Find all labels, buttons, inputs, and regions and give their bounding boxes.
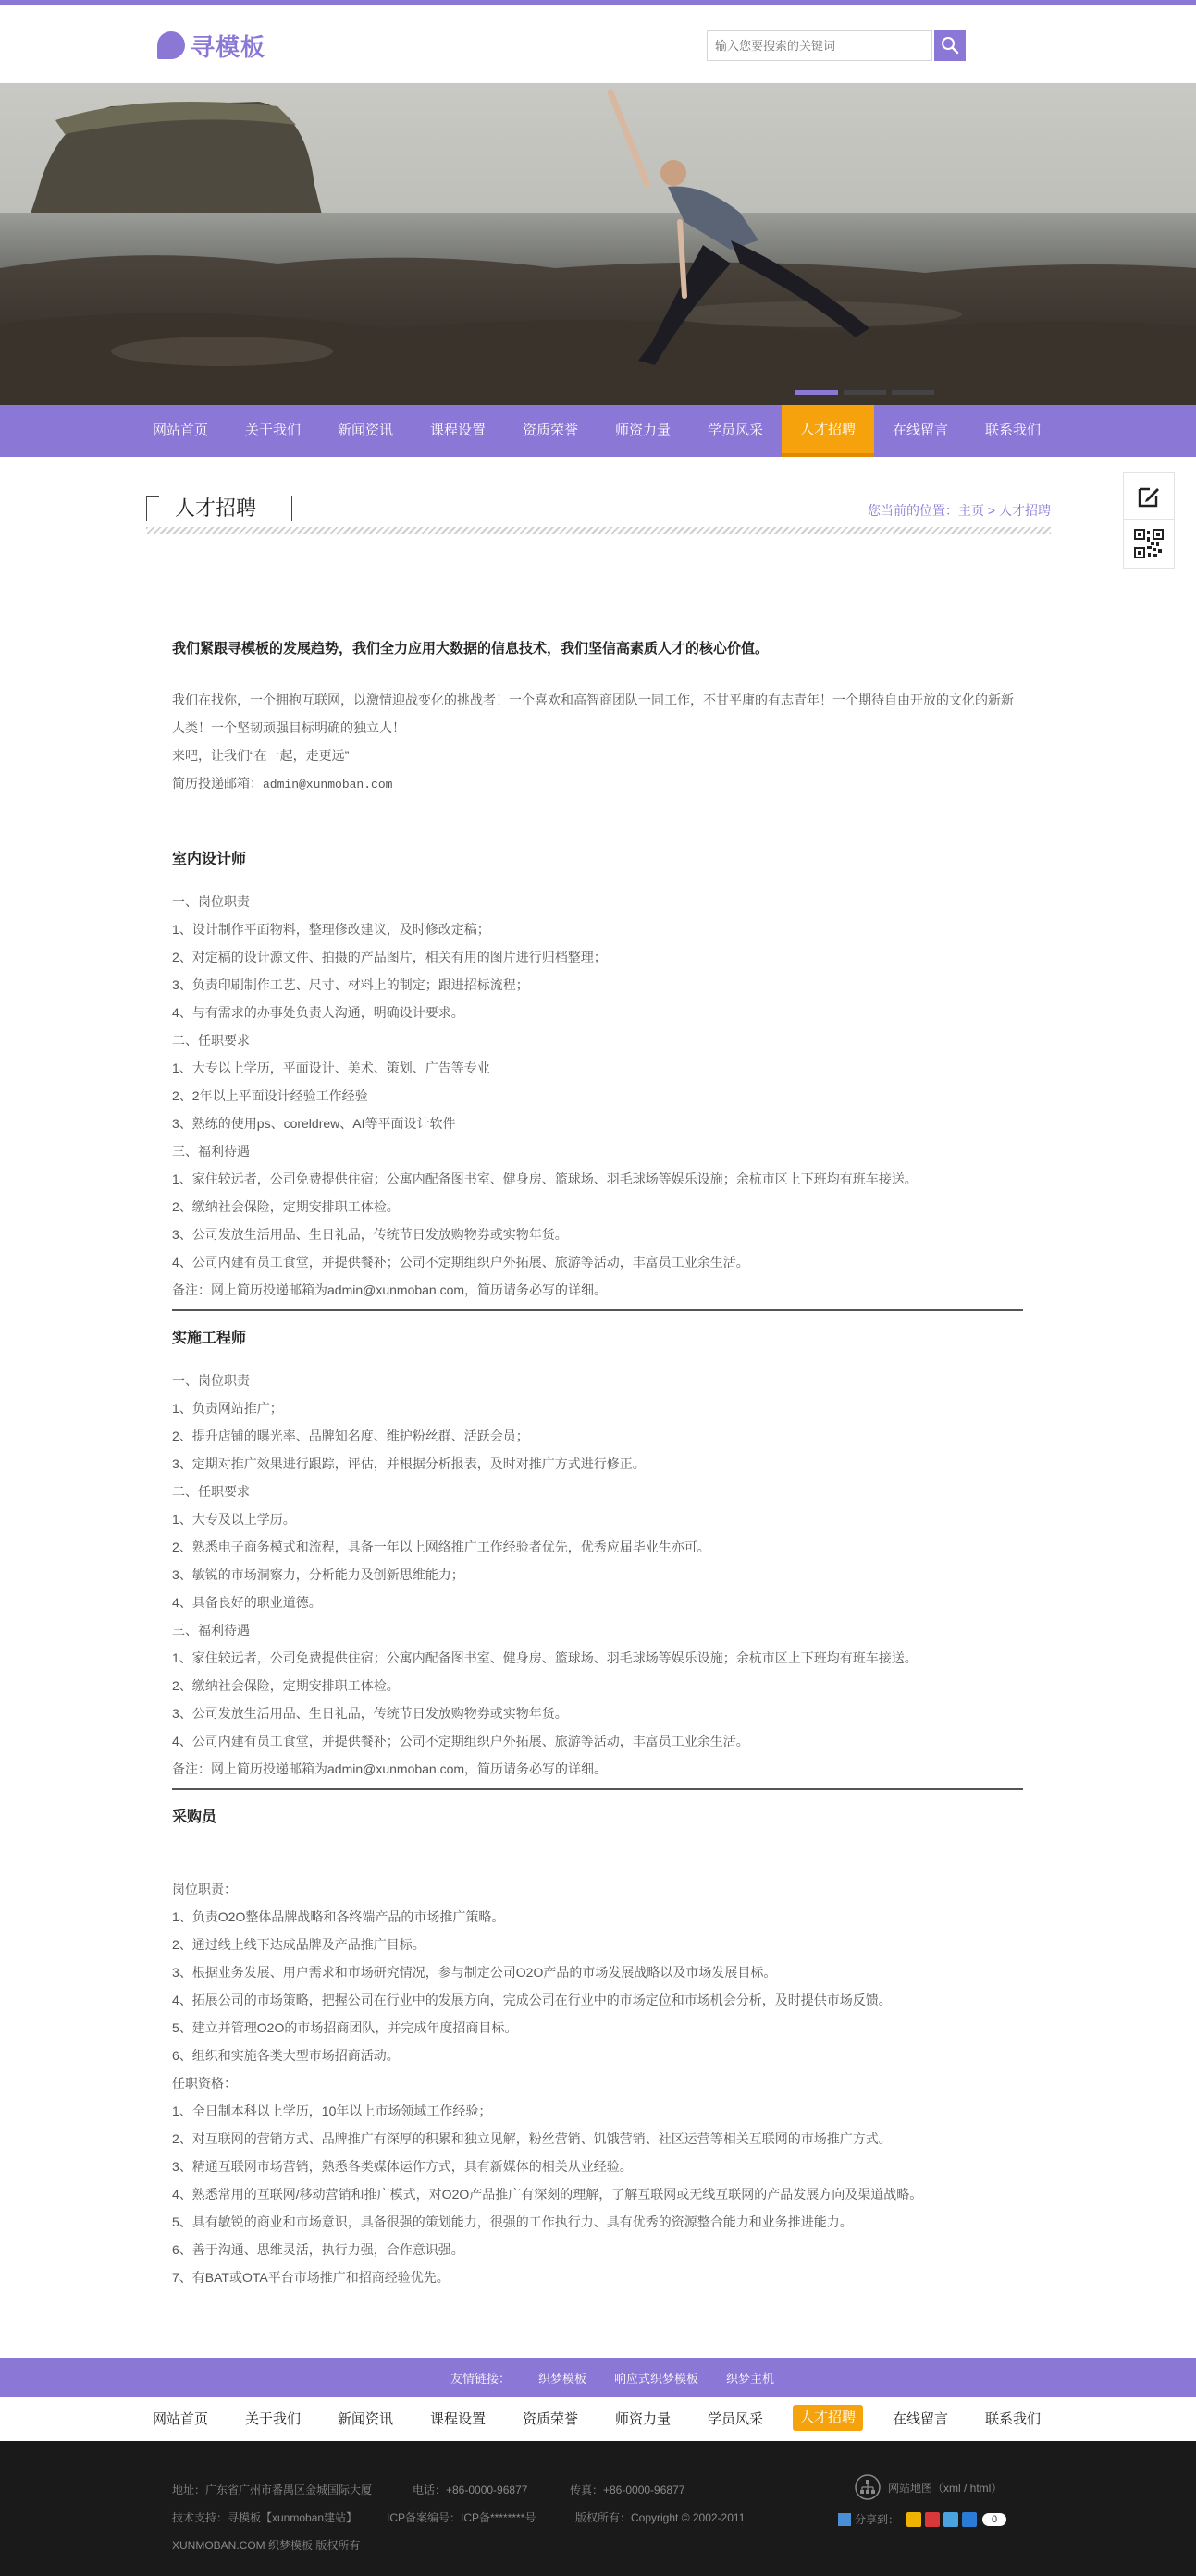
- nav-item-news[interactable]: 新闻资讯: [337, 423, 393, 438]
- job-title: 室内设计师: [172, 852, 247, 867]
- job-line: 3、负责印刷制作工艺、尺寸、材料上的制定；跟进招标流程；: [172, 977, 529, 992]
- job-line: 一、岗位职责: [172, 1373, 250, 1388]
- side-feedback-button[interactable]: [1124, 473, 1174, 520]
- breadcrumb: [868, 501, 1051, 520]
- job-title: 实施工程师: [172, 1331, 247, 1346]
- job-line: 一、岗位职责: [172, 894, 250, 909]
- job-line: 备注：网上简历投递邮箱为admin@xunmoban.com，简历请务必写的详细。: [172, 1282, 608, 1297]
- job-line: 二、任职要求: [172, 1484, 250, 1499]
- banner-dot-3[interactable]: [892, 390, 934, 395]
- job-title: 采购员: [172, 1809, 217, 1825]
- footer-copyright: 版权所有：Copyright © 2002-2011: [575, 2511, 746, 2524]
- share-plus-icon[interactable]: [838, 2513, 851, 2526]
- job-line: 5、具有敏锐的商业和市场意识，具备很强的策划能力，很强的工作执行力、具有优秀的资源整合能力和业务推进能力。: [172, 2214, 853, 2229]
- sitemap-icon: [855, 2474, 881, 2500]
- footer-phone: 电话：+86-0000-96877: [413, 2484, 528, 2496]
- job-divider: [172, 1788, 1023, 1790]
- job-line: 二、任职要求: [172, 1033, 250, 1048]
- job-line: 2、缴纳社会保险，定期安排职工体检。: [172, 1678, 400, 1693]
- job-lines: [172, 1875, 1023, 2291]
- job-line: 3、敏锐的市场洞察力，分析能力及创新思维能力；: [172, 1567, 464, 1582]
- nav-item-home[interactable]: 网站首页: [152, 423, 208, 438]
- side-qrcode-button[interactable]: [1124, 520, 1174, 568]
- nav-item-honors[interactable]: 资质荣誉: [522, 423, 578, 438]
- share-icons: [906, 2512, 980, 2527]
- share-tqq-icon[interactable]: [943, 2512, 958, 2527]
- footer-domain-line: XUNMOBAN.COM 织梦模板 版权所有: [172, 2539, 361, 2552]
- job-line: 6、善于沟通、思维灵活，执行力强，合作意识强。: [172, 2242, 464, 2257]
- intro-email: admin@xunmoban.com: [263, 778, 393, 791]
- breadcrumb-current-link[interactable]: 人才招聘: [999, 503, 1051, 518]
- breadcrumb-separator: >: [987, 503, 996, 518]
- share-qzone-icon[interactable]: [906, 2512, 921, 2527]
- footer-support: 技术支持：寻模板【xunmoban建站】: [172, 2511, 358, 2524]
- job-line: 3、精通互联网市场营销，熟悉各类媒体运作方式，具有新媒体的相关从业经验。: [172, 2159, 633, 2174]
- job-line: 3、根据业务发展、用户需求和市场研究情况，参与制定公司O2O产品的市场发展战略以及市场发展目标。: [172, 1965, 777, 1980]
- footer-nav-students[interactable]: 学员风采: [707, 2410, 763, 2427]
- side-toolbar: [1123, 472, 1175, 569]
- job-line: 3、公司发放生活用品、生日礼品，传统节日发放购物券或实物年货。: [172, 1706, 568, 1721]
- footer-sitemap[interactable]: [855, 2474, 1002, 2500]
- job-line: 1、全日制本科以上学历，10年以上市场领域工作经验；: [172, 2104, 492, 2118]
- footer-nav-home[interactable]: 网站首页: [152, 2410, 208, 2427]
- job-line: 2、对定稿的设计源文件、拍摄的产品图片，相关有用的图片进行归档整理；: [172, 950, 607, 964]
- footer-nav-jobs[interactable]: 人才招聘: [793, 2405, 863, 2431]
- job-line: 2、对互联网的营销方式、品牌推广有深厚的积累和独立见解，粉丝营销、饥饿营销、社区运营等相关互联网的市场推广方式。: [172, 2131, 892, 2146]
- footer-nav-courses[interactable]: 课程设置: [429, 2410, 486, 2427]
- job-line: 1、家住较远者，公司免费提供住宿；公寓内配备图书室、健身房、篮球场、羽毛球场等娱乐设施；余杭市区上下班均有班车接送。: [172, 1650, 918, 1665]
- job-line: 2、通过线上线下达成品牌及产品推广目标。: [172, 1937, 425, 1952]
- search-input[interactable]: [707, 30, 932, 61]
- nav-item-teachers[interactable]: 师资力量: [614, 423, 671, 438]
- job-line: 任职资格：: [172, 2076, 237, 2091]
- job-line: 1、大专及以上学历。: [172, 1512, 296, 1527]
- footer-nav-about[interactable]: 关于我们: [244, 2410, 301, 2427]
- job-line: 4、具备良好的职业道德。: [172, 1595, 322, 1610]
- page-title-bar: [146, 490, 1051, 536]
- footer-icp: ICP备案编号：ICP备********号: [387, 2511, 536, 2524]
- banner-dot-1[interactable]: [795, 390, 838, 395]
- job-line: 1、家住较远者，公司免费提供住宿；公寓内配备图书室、健身房、篮球场、羽毛球场等娱乐设施；余杭市区上下班均有班车接送。: [172, 1171, 918, 1186]
- intro-email-line: [172, 769, 1023, 799]
- job-divider: [172, 1309, 1023, 1311]
- share-label: 分享到：: [855, 2513, 900, 2526]
- job-line: 3、定期对推广效果进行跟踪，评估，并根据分析报表，及时对推广方式进行修正。: [172, 1456, 646, 1471]
- job-line: 4、拓展公司的市场策略，把握公司在行业中的发展方向，完成公司在行业中的市场定位和市场机会分析，及时提供市场反馈。: [172, 1993, 892, 2007]
- job-line: 4、公司内建有员工食堂，并提供餐补；公司不定期组织户外拓展、旅游等活动，丰富员工业余生活。: [172, 1734, 749, 1748]
- friend-links-label: 友情链接：: [450, 2371, 512, 2386]
- job-line: 三、福利待遇: [172, 1144, 250, 1159]
- footer-nav-news[interactable]: 新闻资讯: [337, 2410, 393, 2427]
- job-line: 7、有BAT或OTA平台市场推广和招商经验优先。: [172, 2270, 450, 2285]
- job-line: 6、组织和实施各类大型市场招商活动。: [172, 2048, 400, 2063]
- job-lines: [172, 1367, 1023, 1783]
- share-renren-icon[interactable]: [962, 2512, 977, 2527]
- intro-slogan: 来吧，让我们“在一起，走更远”: [172, 748, 350, 763]
- nav-item-courses[interactable]: 课程设置: [429, 423, 486, 438]
- footer-nav-contact[interactable]: 联系我们: [984, 2410, 1041, 2427]
- job-line: 5、建立并管理O2O的市场招商团队，并完成年度招商目标。: [172, 2020, 518, 2035]
- article-content: [172, 638, 1023, 2291]
- breadcrumb-home-link[interactable]: 主页: [958, 503, 985, 518]
- search-icon: [941, 36, 959, 55]
- friend-link[interactable]: 织梦模板: [538, 2371, 587, 2386]
- footer-nav-teachers[interactable]: 师资力量: [614, 2410, 671, 2427]
- nav-item-jobs[interactable]: 人才招聘: [782, 405, 874, 457]
- search-bar: [707, 30, 966, 61]
- footer-nav-message[interactable]: 在线留言: [892, 2410, 948, 2427]
- share-count: 0: [982, 2513, 1006, 2526]
- intro-email-label: 简历投递邮箱：: [172, 776, 263, 791]
- job-line: 岗位职责：: [172, 1882, 237, 1896]
- banner-pagination: [795, 390, 940, 395]
- share-weibo-icon[interactable]: [925, 2512, 940, 2527]
- job-line: 1、负责O2O整体品牌战略和各终端产品的市场推广策略。: [172, 1909, 505, 1924]
- logo-bubble-icon: [157, 31, 185, 59]
- footer-nav-honors[interactable]: 资质荣誉: [522, 2410, 578, 2427]
- job-line: 4、与有需求的办事处负责人沟通，明确设计要求。: [172, 1005, 464, 1020]
- nav-item-about[interactable]: 关于我们: [244, 423, 301, 438]
- nav-item-contact[interactable]: 联系我们: [984, 423, 1041, 438]
- job-line: 2、提升店铺的曝光率、品牌知名度、维护粉丝群、活跃会员；: [172, 1429, 529, 1443]
- qrcode-icon: [1134, 529, 1164, 558]
- job-line: 3、公司发放生活用品、生日礼品，传统节日发放购物券或实物年货。: [172, 1227, 568, 1242]
- page-title: 人才招聘: [171, 496, 260, 521]
- main-nav: [0, 405, 1196, 457]
- friend-link[interactable]: 响应式织梦模板: [614, 2371, 699, 2386]
- site-header: [0, 5, 1196, 83]
- sitemap-link: 网站地图（xml / html）: [888, 2481, 1003, 2495]
- banner-dot-2[interactable]: [844, 390, 886, 395]
- footer-nav: [134, 2399, 1059, 2436]
- job-lines: [172, 888, 1023, 1304]
- job-line: 2、熟悉电子商务模式和流程，具备一年以上网络推广工作经验者优先，优秀应届毕业生亦可。: [172, 1539, 710, 1554]
- footer-address: 地址：广东省广州市番禺区金城国际大厦: [172, 2484, 373, 2496]
- breadcrumb-prefix: 您当前的位置：: [868, 503, 959, 518]
- job-line: 备注：网上简历投递邮箱为admin@xunmoban.com，简历请务必写的详细。: [172, 1761, 608, 1776]
- site-footer: [0, 2441, 1196, 2576]
- banner-yoga-photo: [0, 83, 1196, 405]
- search-button[interactable]: [934, 30, 966, 61]
- job-line: 4、公司内建有员工食堂，并提供餐补；公司不定期组织户外拓展、旅游等活动，丰富员工业余生活。: [172, 1255, 749, 1270]
- job-line: 三、福利待遇: [172, 1623, 250, 1638]
- job-line: 1、负责网站推广；: [172, 1401, 283, 1416]
- footer-fax: 传真：+86-0000-96877: [570, 2484, 685, 2496]
- job-line: 1、大专以上学历，平面设计、美术、策划、广告等专业: [172, 1061, 490, 1075]
- job-line: 1、设计制作平面物料，整理修改建议，及时修改定稿；: [172, 922, 490, 937]
- hero-banner: [0, 83, 1196, 405]
- intro-lead: 我们紧跟寻模板的发展趋势，我们全力应用大数据的信息技术，我们坚信高素质人才的核心价值。: [172, 641, 770, 656]
- share-bar: [838, 2511, 1006, 2527]
- intro-paragraph: 我们在找你，一个拥抱互联网，以激情迎战变化的挑战者！一个喜欢和高智商团队一同工作，不甘平庸的有志青年！一个期待自由开放的文化的新新人类！一个坚韧顽强目标明确的独立人！: [172, 693, 1014, 735]
- friend-link[interactable]: 织梦主机: [726, 2371, 775, 2386]
- job-line: 2、缴纳社会保险，定期安排职工体检。: [172, 1199, 400, 1214]
- title-divider-hatch: [146, 527, 1051, 534]
- job-line: 3、熟练的使用ps、coreldrew、AI等平面设计软件: [172, 1116, 456, 1131]
- nav-item-message[interactable]: 在线留言: [892, 423, 948, 438]
- job-line: 2、2年以上平面设计经验工作经验: [172, 1088, 368, 1103]
- page-title-frame: [146, 496, 292, 521]
- edit-icon: [1137, 485, 1161, 509]
- job-line: 4、熟悉常用的互联网/移动营销和推广模式，对O2O产品推广有深刻的理解，了解互联网或无线互联网的产品发展方向及渠道战略。: [172, 2187, 923, 2202]
- friend-links-bar: [0, 2358, 1196, 2397]
- site-logo[interactable]: [157, 29, 265, 62]
- logo-text: 寻模板: [191, 32, 266, 61]
- nav-item-students[interactable]: 学员风采: [707, 423, 763, 438]
